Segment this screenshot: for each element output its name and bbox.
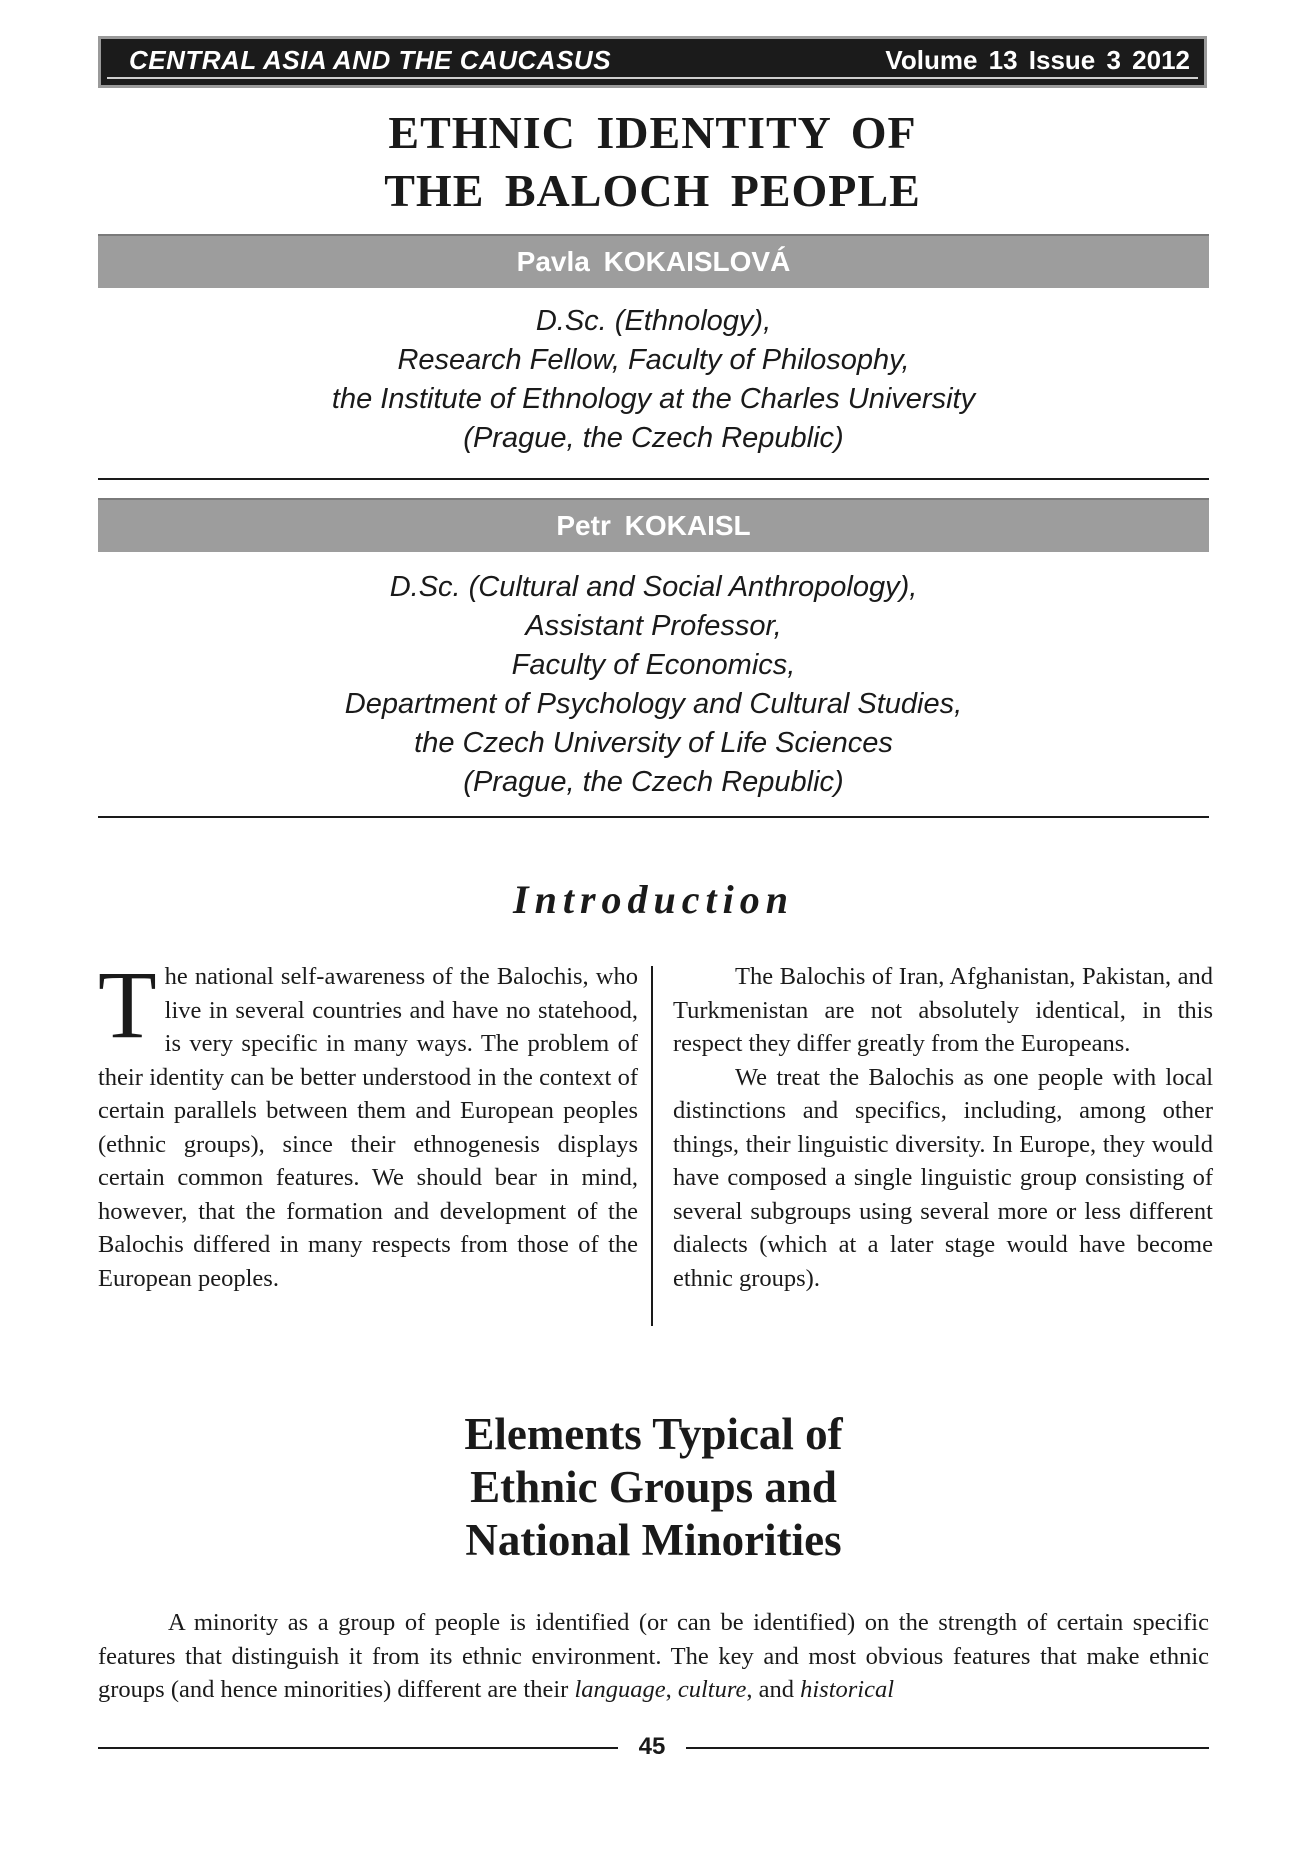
section-heading (98, 1408, 1209, 1567)
journal-title: CENTRAL ASIA AND THE CAUCASUS (129, 44, 612, 75)
affiliation-line: Research Fellow, Faculty of Philosophy, (397, 344, 910, 376)
affiliation-line: Faculty of Economics, (511, 649, 796, 681)
article-title-line: ETHNIC IDENTITY OF (388, 107, 917, 158)
intro-right-column (673, 960, 1213, 1295)
author-name-bar: Pavla KOKAISLOVÁ (98, 234, 1209, 288)
section-heading-line: National Minorities (465, 1515, 842, 1565)
divider-rule (98, 478, 1209, 480)
page-number: 45 (638, 1733, 666, 1760)
body-paragraph (98, 1606, 1209, 1707)
journal-issue: Volume 13 Issue 3 2012 (885, 44, 1190, 75)
article-title (98, 104, 1207, 220)
affiliation-line: D.Sc. (Ethnology), (535, 305, 772, 337)
intro-left-text: he national self-awareness of the Balochis, who live in several countries and have no statehood, is very specific in many ways. The problem of their identity can be better understood in the context of certain parallels between them and European peoples (ethnic groups), since their ethnogenesis displays certain common features. We should bear in mind, however, that the formation and development of the Balochis differed in many respects from those of the European peoples. (98, 963, 638, 1292)
body-text: , (665, 1676, 678, 1703)
affiliation-line: (Prague, the Czech Republic) (463, 422, 844, 454)
emphasis-culture: culture (677, 1676, 747, 1703)
drop-cap: T (98, 951, 157, 1058)
journal-header (98, 36, 1207, 88)
affiliation-line: Department of Psychology and Cultural Studies, (344, 688, 963, 720)
emphasis-language: language (574, 1676, 666, 1703)
author-name-bar: Petr KOKAISL (98, 498, 1209, 552)
author-affiliation (98, 568, 1209, 802)
introduction-heading: Introduction (513, 877, 794, 922)
intro-paragraph (98, 951, 638, 1295)
affiliation-line: the Institute of Ethnology at the Charles University (331, 383, 976, 415)
affiliation-line: (Prague, the Czech Republic) (463, 766, 844, 798)
body-text: , and (746, 1676, 801, 1703)
affiliation-line: D.Sc. (Cultural and Social Anthropology), (389, 571, 918, 603)
footer-rule-left (98, 1747, 618, 1749)
section-heading-line: Ethnic Groups and (470, 1462, 837, 1512)
affiliation-line: the Czech University of Life Sciences (414, 727, 893, 759)
intro-paragraph: The Balochis of Iran, Afghanistan, Pakistan, and Turkmenistan are not absolutely identical, in this respect they differ greatly from the Europeans. (673, 963, 1213, 1057)
footer-rule-right (686, 1747, 1209, 1749)
intro-left-column (98, 951, 638, 1295)
body-text: A minority as a group of people is identified (or can be identified) on the strength of certain specific features that distinguish it from its ethnic environment. The key and most obvious features that make ethnic groups (and hence minorities) different are their (98, 1609, 1209, 1703)
column-divider (651, 966, 653, 1326)
article-title-line: THE BALOCH PEOPLE (384, 165, 921, 216)
author-affiliation (98, 302, 1209, 458)
affiliation-line: Assistant Professor, (525, 610, 782, 642)
emphasis-historical: historical (800, 1676, 895, 1703)
section-heading-line: Elements Typical of (464, 1409, 843, 1459)
divider-rule (98, 816, 1209, 818)
intro-paragraph: We treat the Balochis as one people with local distinctions and specifics, including, among other things, their linguistic diversity. In Europe, they would have composed a single linguistic group consisting of several subgroups using several more or less different dialects (which at a later stage would have become ethnic groups). (673, 1063, 1213, 1292)
